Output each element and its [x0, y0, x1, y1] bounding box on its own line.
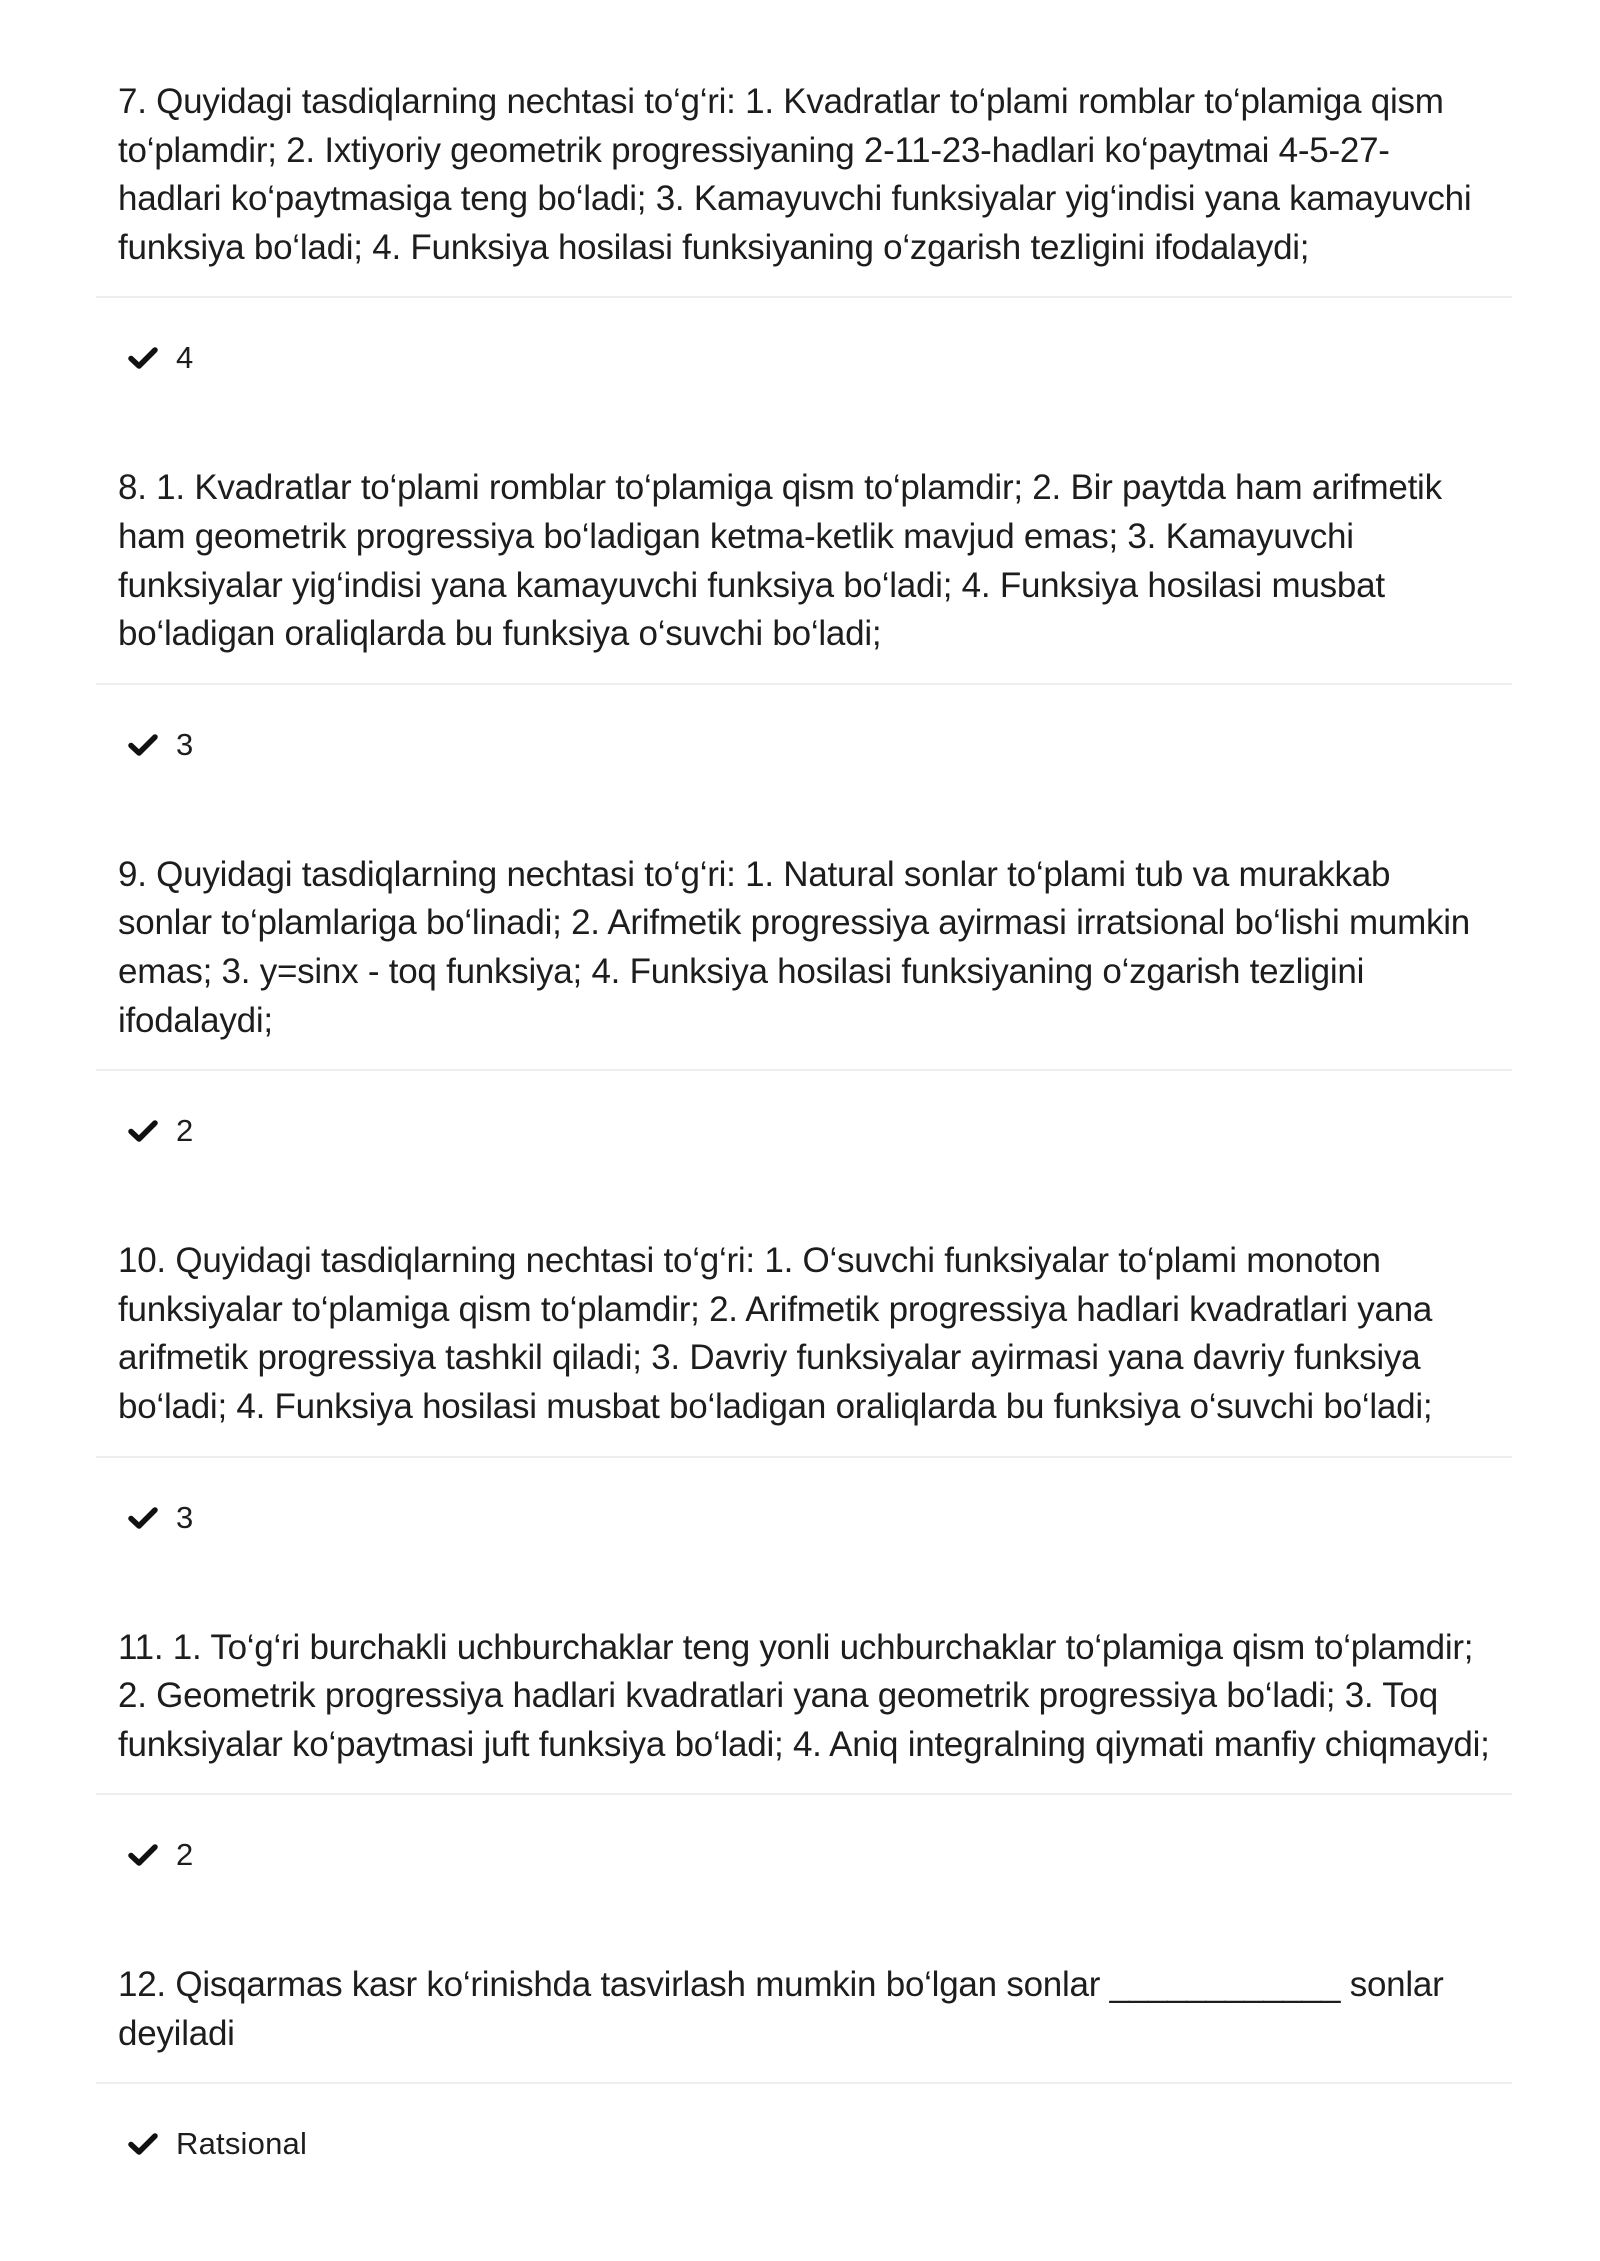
- question-item: [0, 464, 1600, 770]
- answer-text: 2: [176, 1837, 194, 1873]
- checkmark-icon: [128, 733, 158, 757]
- answer-text: Ratsional: [176, 2126, 308, 2162]
- answer-row: [128, 1492, 1600, 1544]
- answer-text: 3: [176, 726, 194, 762]
- question-list: [0, 78, 1600, 2250]
- question-item: [0, 851, 1600, 1157]
- question-text: 7. Quyidagi tasdiqlarning nechtasi to‘g‘ri: 1. Kvadratlar to‘plami romblar to‘plamiga qism to‘plamdir; 2. Ixtiyoriy geometrik progressiyaning 2-11-23-hadlari ko‘paytmai 4-5-27-hadlari ko‘paytmasiga teng bo‘ladi; 3. Kamayuvchi funksiyalar yig‘indisi yana kamayuvchi funksiya bo‘ladi; 4. Funksiya hosilasi funksiyaning o‘zgarish tezligini ifodalaydi;: [96, 78, 1512, 298]
- answer-row: [128, 1105, 1600, 1157]
- answer-text: 2: [176, 1113, 194, 1149]
- checkmark-icon: [128, 1843, 158, 1867]
- question-item: [0, 1624, 1600, 1882]
- checkmark-icon: [128, 2132, 158, 2156]
- answer-text: 3: [176, 1499, 194, 1535]
- question-item: [0, 78, 1600, 384]
- question-text: 9. Quyidagi tasdiqlarning nechtasi to‘g‘ri: 1. Natural sonlar to‘plami tub va murakkab sonlar to‘plamlariga bo‘linadi; 2. Arifmetik progressiya ayirmasi irratsional bo‘lishi mumkin emas; 3. y=sinx - toq funksiya; 4. Funksiya hosilasi funksiyaning o‘zgarish tezligini ifodalaydi;: [96, 851, 1512, 1071]
- question-item: [0, 1961, 1600, 2170]
- answer-row: [128, 332, 1600, 384]
- checkmark-icon: [128, 346, 158, 370]
- answer-row: [128, 719, 1600, 771]
- answer-row: [128, 2118, 1600, 2170]
- answer-text: 4: [176, 340, 194, 376]
- checkmark-icon: [128, 1119, 158, 1143]
- question-item: [0, 1237, 1600, 1543]
- question-text: 10. Quyidagi tasdiqlarning nechtasi to‘g‘ri: 1. O‘suvchi funksiyalar to‘plami monoton funksiyalar to‘plamiga qism to‘plamdir; 2. Arifmetik progressiya hadlari kvadratlari yana arifmetik progressiya tashkil qiladi; 3. Davriy funksiyalar ayirmasi yana davriy funksiya bo‘ladi; 4. Funksiya hosilasi musbat bo‘ladigan oraliqlarda bu funksiya o‘suvchi bo‘ladi;: [96, 1237, 1512, 1457]
- question-text: 12. Qisqarmas kasr ko‘rinishda tasvirlash mumkin bo‘lgan sonlar ____________ sonlar deyiladi: [96, 1961, 1512, 2084]
- question-text: 11. 1. To‘g‘ri burchakli uchburchaklar teng yonli uchburchaklar to‘plamiga qism to‘plamdir; 2. Geometrik progressiya hadlari kvadratlari yana geometrik progressiya bo‘ladi; 3. Toq funksiyalar ko‘paytmasi juft funksiya bo‘ladi; 4. Aniq integralning qiymati manfiy chiqmaydi;: [96, 1624, 1512, 1796]
- question-text: 8. 1. Kvadratlar to‘plami romblar to‘plamiga qism to‘plamdir; 2. Bir paytda ham arifmetik ham geometrik progressiya bo‘ladigan ketma-ketlik mavjud emas; 3. Kamayuvchi funksiyalar yig‘indisi yana kamayuvchi funksiya bo‘ladi; 4. Funksiya hosilasi musbat bo‘ladigan oraliqlarda bu funksiya o‘suvchi bo‘ladi;: [96, 464, 1512, 684]
- answer-row: [128, 1829, 1600, 1881]
- checkmark-icon: [128, 1506, 158, 1530]
